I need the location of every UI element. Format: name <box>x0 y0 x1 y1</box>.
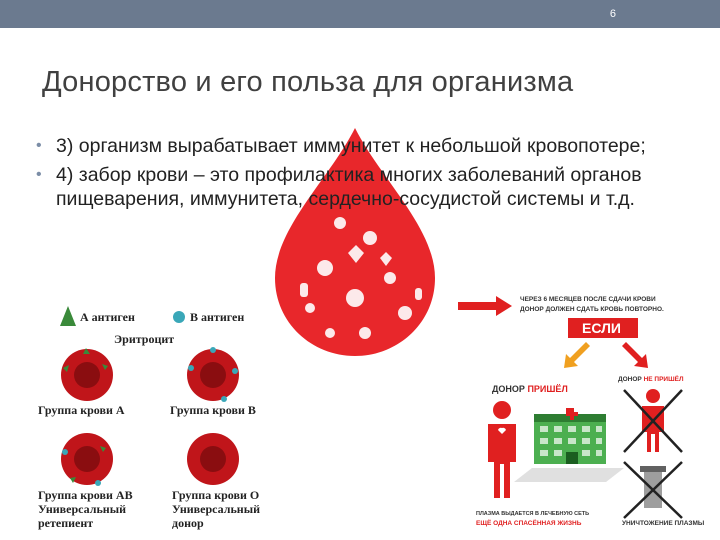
group-b-label: Группа крови В <box>170 403 256 417</box>
saved-life-label: ЕЩЁ ОДНА СПАСЁННАЯ ЖИЗНЬ <box>476 520 582 527</box>
group-ab-subtitle: Универсальный <box>38 502 126 516</box>
group-ab-label: Группа крови АВ <box>38 488 133 502</box>
infographic-header-line1: ЧЕРЕЗ 6 МЕСЯЦЕВ ПОСЛЕ СДАЧИ КРОВИ <box>520 296 656 303</box>
if-banner <box>568 318 638 338</box>
donor-came-label: ДОНОР ПРИШЁЛ <box>492 384 568 394</box>
donor-infographic <box>452 292 716 536</box>
plasma-line-label: ПЛАЗМА ВЫДАЕТСЯ В ЛЕЧЕБНУЮ СЕТЬ <box>476 511 590 517</box>
red-cell-ab-icon <box>58 430 116 488</box>
orange-arrow-icon <box>560 340 590 370</box>
group-o-subtitle-2: донор <box>172 516 204 530</box>
donor-not-came-label: ДОНОР НЕ ПРИШЁЛ <box>618 376 684 383</box>
crossed-plasma-icon <box>622 460 684 520</box>
plasma-destroyed-label: УНИЧТОЖЕНИЕ ПЛАЗМЫ <box>622 520 705 527</box>
antigen-a-icon <box>60 306 76 328</box>
bullet-list <box>36 134 676 216</box>
red-cell-o-icon <box>184 430 242 488</box>
top-bar <box>0 0 720 28</box>
blood-groups-panel <box>36 300 276 536</box>
antigen-b-label: В антиген <box>190 310 245 324</box>
ground-icon <box>514 468 624 482</box>
hospital-icon <box>530 408 610 468</box>
group-o-subtitle: Универсальный <box>172 502 260 516</box>
group-ab-subtitle-2: ретепиент <box>38 516 94 530</box>
if-label: ЕСЛИ <box>582 320 621 336</box>
group-a-label: Группа крови А <box>38 403 125 417</box>
red-arrow-down-icon <box>622 340 652 370</box>
red-cell-b-icon <box>184 346 242 404</box>
bullet-text: 3) организм вырабатывает иммунитет к небольшой кровопотере; <box>56 135 646 157</box>
bullet-dot-icon: • <box>36 166 42 183</box>
infographic-header-line2: ДОНОР ДОЛЖЕН СДАТЬ КРОВЬ ПОВТОРНО. <box>520 306 664 313</box>
slide-title: Донорство и его польза для организма <box>42 66 574 98</box>
crossed-person-icon <box>622 388 684 454</box>
slide-number: 6 <box>609 8 616 20</box>
erythrocyte-label: Эритроцит <box>114 332 175 346</box>
bullet-dot-icon: • <box>36 137 42 154</box>
bullet-text: 4) забор крови – это профилактика многих заболеваний органов пищеварения, иммунитета, сердечно-сосудистой системы и т.д. <box>56 164 642 210</box>
antigen-b-icon <box>172 310 186 324</box>
bullet-item <box>36 134 676 158</box>
red-cell-a-icon <box>58 346 116 404</box>
donor-person-icon <box>482 400 522 500</box>
red-arrow-icon <box>458 294 514 318</box>
group-o-label: Группа крови О <box>172 488 260 502</box>
bullet-item <box>36 163 676 211</box>
antigen-a-label: А антиген <box>80 310 135 324</box>
